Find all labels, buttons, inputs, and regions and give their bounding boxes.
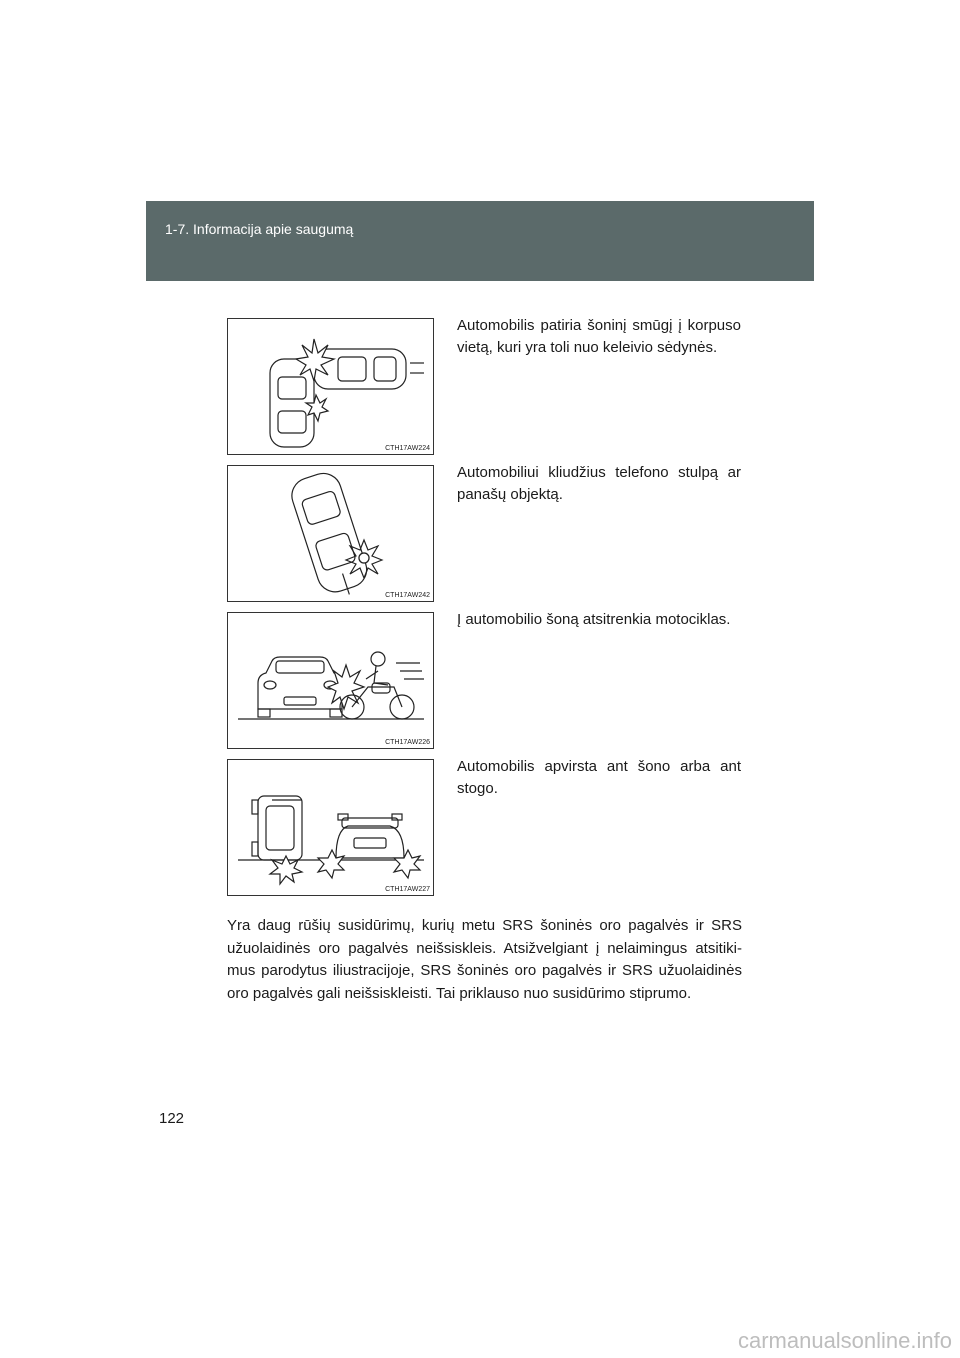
body-paragraph: Yra daug rūšių susidūrimų, kurių metu SRS šoninės oro pagalvės ir SRS užuolaidinės oro pagalvės neišsiskleis. Atsižvelgiant į nelaimingus atsitiki-mus parodytus iliustracijoje, SRS šoninės oro pagalvės ir SRS užuolaidinės oro pagalvės gali neišsiskleisti. Tai priklauso nuo susidūrimo stiprumo. [227,917,742,1002]
figure-side-impact [227,318,434,455]
figure-code: CTH17AW227 [385,886,430,893]
figure-caption: Į automobilio šoną atsitrenkia motociklas. [457,611,731,628]
pole-impact-illustration [228,466,433,601]
watermark[interactable]: carmanualsonline.info [737,1328,952,1353]
motorcycle-impact-illustration [228,613,433,748]
figure-caption: Automobilis patiria šoninį smūgį į korpuso vietą, kuri yra toli nuo keleivio sėdynės. [457,317,741,356]
figure-pole-impact [227,465,434,602]
figure-code: CTH17AW224 [385,445,430,452]
figure-caption: Automobilis apvirsta ant šono arba ant stogo. [457,758,741,797]
figure-motorcycle-impact [227,612,434,749]
figure-code: CTH17AW242 [385,592,430,599]
section-header [146,201,814,281]
figure-caption: Automobiliui kliudžius telefono stulpą ar panašų objektą. [457,464,741,503]
rollover-illustration [228,760,433,895]
page-number: 122 [159,1110,185,1127]
side-impact-illustration [228,319,433,454]
figure-code: CTH17AW226 [385,739,430,746]
figure-rollover [227,759,434,896]
section-title: 1-7. Informacija apie saugumą [165,221,354,237]
